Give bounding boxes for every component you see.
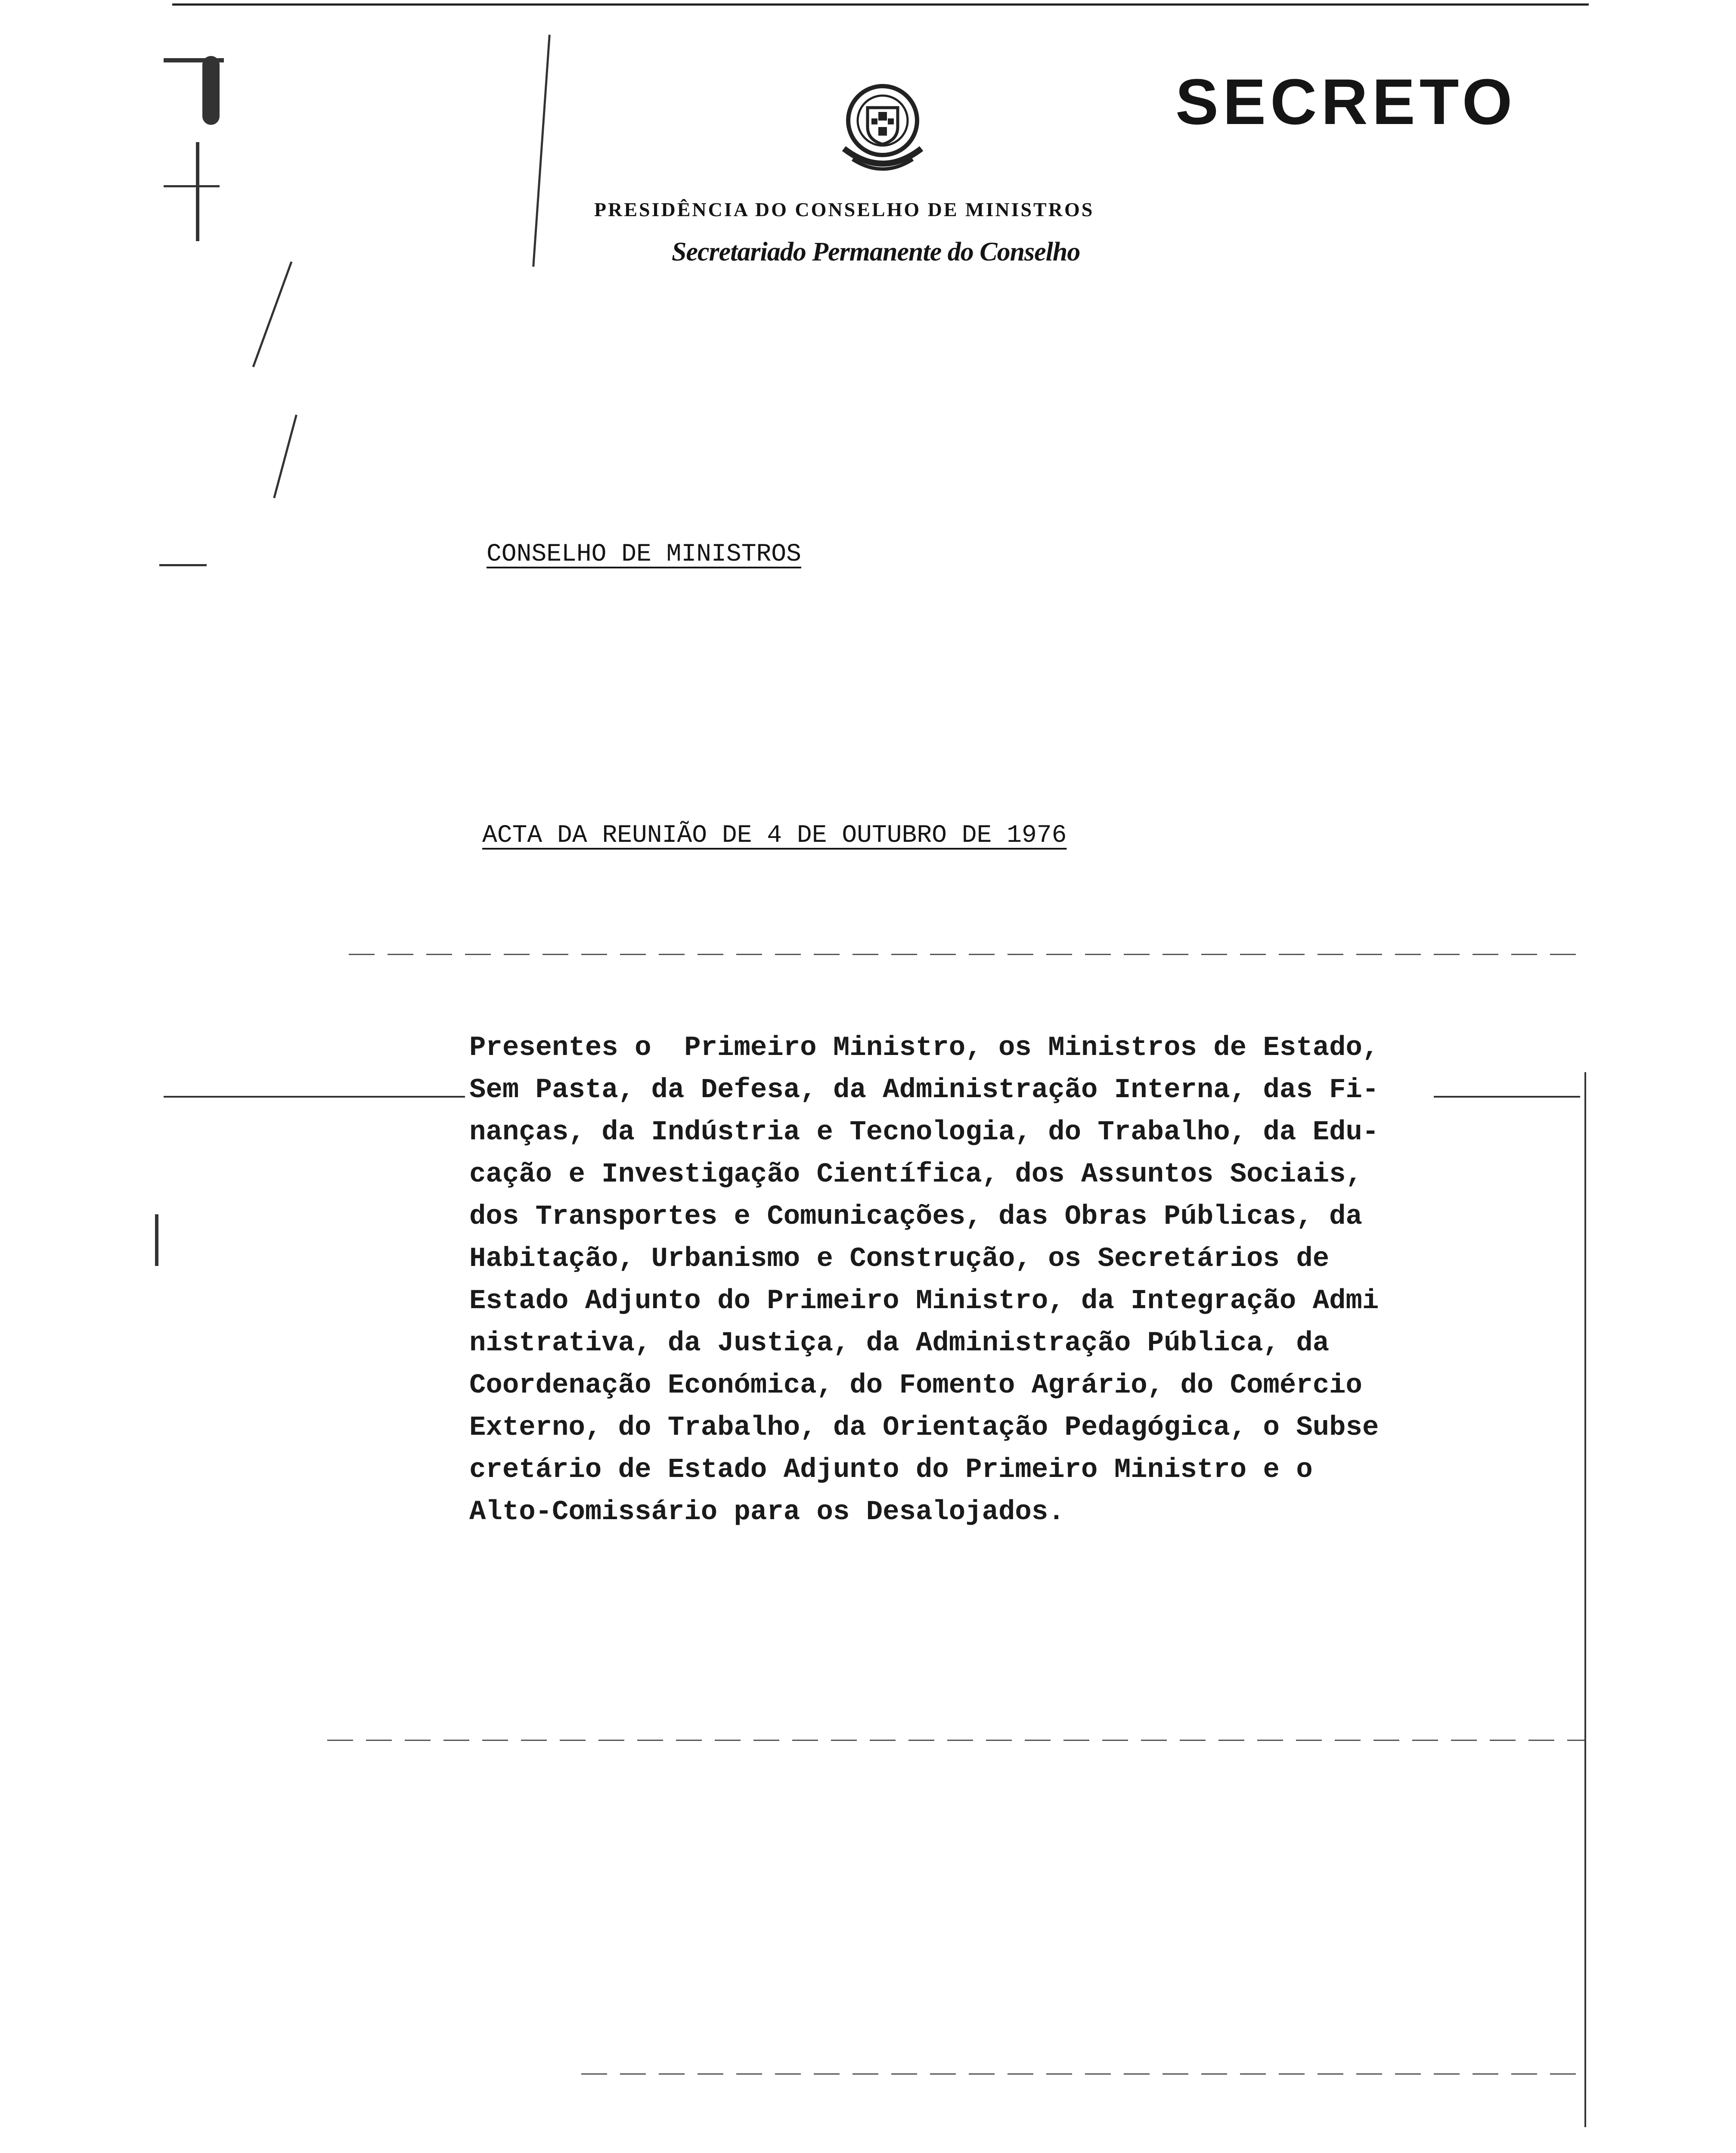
portuguese-coat-of-arms-icon (827, 75, 939, 187)
institution-name: PRESIDÊNCIA DO CONSELHO DE MINISTROS (594, 199, 1094, 220)
paragraph-line: Alto-Comissário para os Desalojados. (469, 1497, 1065, 1528)
paragraph-line: Habitação, Urbanismo e Construção, os Secretários de (469, 1244, 1330, 1275)
attendance-paragraph (469, 1027, 1481, 1533)
paragraph-line: Externo, do Trabalho, da Orientação Pedagógica, o Subse (469, 1412, 1379, 1443)
separator-rule (349, 954, 1589, 955)
separator-rule (327, 1740, 1584, 1741)
minutes-title: ACTA DA REUNIÃO DE 4 DE OUTUBRO DE 1976 (482, 822, 1067, 850)
paragraph-line: nistrativa, da Justiça, da Administração Pública, da (469, 1328, 1330, 1359)
paragraph-line: cretário de Estado Adjunto do Primeiro Ministro e o (469, 1455, 1313, 1486)
paragraph-line: dos Transportes e Comunicações, das Obras Públicas, da (469, 1201, 1362, 1232)
classification-stamp: SECRETO (1175, 65, 1517, 138)
secretariat-name: Secretariado Permanente do Conselho (672, 237, 1080, 267)
separator-rule (581, 2073, 1584, 2075)
paragraph-line: Sem Pasta, da Defesa, da Administração Interna, das Fi- (469, 1075, 1379, 1106)
paragraph-line: Estado Adjunto do Primeiro Ministro, da Integração Admi (469, 1286, 1379, 1317)
paragraph-line: Presentes o Primeiro Ministro, os Ministros de Estado, (469, 1033, 1379, 1064)
separator-rule (164, 1096, 465, 1098)
top-rule (172, 3, 1589, 6)
paragraph-line: nanças, da Indústria e Tecnologia, do Trabalho, da Edu- (469, 1117, 1379, 1148)
paragraph-line: cação e Investigação Científica, dos Assuntos Sociais, (469, 1159, 1362, 1190)
council-title: CONSELHO DE MINISTROS (487, 540, 801, 568)
paragraph-line: Coordenação Económica, do Fomento Agrário, do Comércio (469, 1370, 1362, 1401)
